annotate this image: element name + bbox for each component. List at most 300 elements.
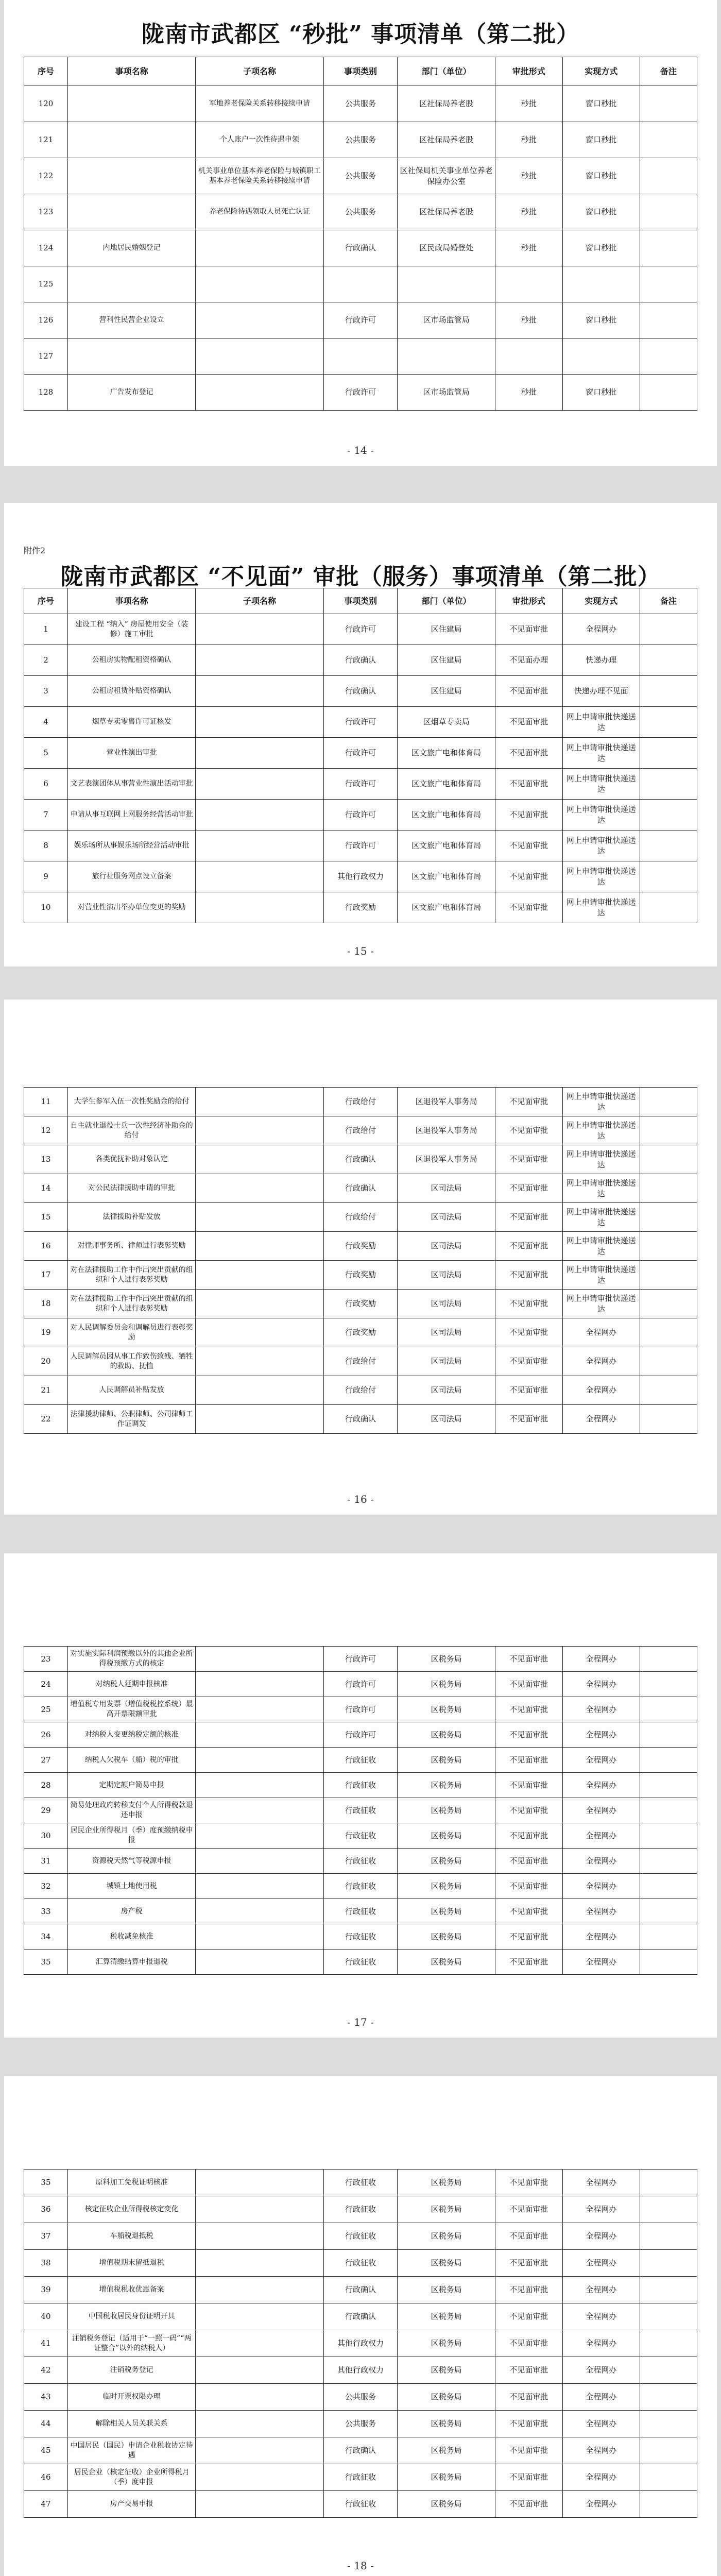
- document-page: [4, 0, 717, 466]
- table-cell: 资源税天然气等税源申报: [67, 1849, 195, 1874]
- table-cell: 区司法局: [398, 1290, 495, 1318]
- table-cell: 区司法局: [398, 1203, 495, 1232]
- page-number: - 17 -: [347, 2016, 374, 2028]
- table-cell: 行政征收: [323, 2491, 398, 2518]
- table-cell: 24: [24, 1672, 68, 1697]
- table-cell: 法律援助补贴发放: [67, 1203, 195, 1232]
- table-cell: 区税务局: [398, 1672, 495, 1697]
- column-header: 子项名称: [196, 57, 323, 86]
- table-cell: 娱乐场所从事娱乐场所经营活动审批: [67, 831, 195, 861]
- page-title: 陇南市武都区 “不见面” 审批（服务）事项清单（第二批）: [60, 564, 661, 590]
- table-cell: [640, 769, 697, 800]
- table-cell: 秒批: [495, 194, 562, 230]
- table-cell: 对律师事务所、律师进行表彰奖励: [67, 1232, 195, 1261]
- table-cell: 注销税务登记（适用于“一照一码”“两证整合”以外的纳税人）: [67, 2330, 195, 2357]
- table-cell: 行政征收: [323, 1874, 398, 1899]
- table-cell: 区文旅广电和体育局: [398, 769, 495, 800]
- table-cell: 不见面审批: [495, 2277, 562, 2303]
- table-cell: [640, 1174, 697, 1203]
- table-row: [24, 1174, 697, 1203]
- table-cell: 46: [24, 2464, 68, 2491]
- table-cell: [640, 2411, 697, 2437]
- table-cell: 不见面审批: [495, 1405, 562, 1434]
- table-cell: 公共服务: [323, 194, 398, 230]
- table-row: [24, 86, 697, 122]
- table-cell: 网上申请审批快递送达: [562, 861, 640, 892]
- table-cell: 区税务局: [398, 1798, 495, 1823]
- table-cell: 全程网办: [562, 1672, 640, 1697]
- table-cell: 内地居民婚姻登记: [67, 230, 195, 266]
- table-cell: 122: [24, 158, 68, 194]
- table-cell: 房产税: [67, 1899, 195, 1924]
- table-cell: [196, 614, 323, 645]
- table-cell: 38: [24, 2250, 68, 2277]
- table-cell: [67, 158, 195, 194]
- table-cell: 7: [24, 800, 68, 831]
- table-cell: 不见面审批: [495, 1318, 562, 1347]
- table-cell: 全程网办: [562, 1849, 640, 1874]
- table-row: [24, 1874, 697, 1899]
- table-cell: 行政许可: [323, 302, 398, 338]
- table-cell: [196, 338, 323, 375]
- document-page: [4, 1553, 717, 2038]
- table-cell: 解除相关人员关联关系: [67, 2411, 195, 2437]
- table-cell: 不见面审批: [495, 2491, 562, 2518]
- table-cell: 区文旅广电和体育局: [398, 861, 495, 892]
- table-cell: 44: [24, 2411, 68, 2437]
- table-cell: 网上申请审批快递送达: [562, 1261, 640, 1290]
- table-cell: [196, 1697, 323, 1722]
- table-cell: 窗口秒批: [562, 302, 640, 338]
- table-cell: [640, 1798, 697, 1823]
- table-cell: 区住建局: [398, 645, 495, 676]
- table-cell: 公共服务: [323, 2384, 398, 2411]
- table-row: [24, 1899, 697, 1924]
- column-header: 事项名称: [67, 588, 195, 614]
- table-cell: [640, 1116, 697, 1145]
- table-cell: 区税务局: [398, 1924, 495, 1950]
- table-cell: 秒批: [495, 302, 562, 338]
- table-cell: 窗口秒批: [562, 194, 640, 230]
- table-row: [24, 2330, 697, 2357]
- table-cell: [640, 2250, 697, 2277]
- table-cell: 公租房实物配租资格确认: [67, 645, 195, 676]
- table-cell: 网上申请审批快递送达: [562, 1088, 640, 1116]
- table-cell: 网上申请审批快递送达: [562, 1290, 640, 1318]
- table-cell: [196, 1874, 323, 1899]
- table-cell: 区司法局: [398, 1318, 495, 1347]
- table-cell: 40: [24, 2303, 68, 2330]
- table-row: [24, 861, 697, 892]
- table-cell: 建设工程 “纳入” 房屋使用安全（装修）施工审批: [67, 614, 195, 645]
- table-cell: 不见面审批: [495, 1823, 562, 1849]
- column-header: 实现方式: [562, 588, 640, 614]
- table-cell: [196, 707, 323, 738]
- table-cell: 区税务局: [398, 2437, 495, 2464]
- table-cell: [640, 2384, 697, 2411]
- table-cell: 14: [24, 1174, 68, 1203]
- table-row: [24, 2196, 697, 2223]
- table-cell: [640, 1347, 697, 1376]
- table: [24, 588, 697, 923]
- table-cell: 全程网办: [562, 1798, 640, 1823]
- table-cell: [67, 266, 195, 302]
- table-cell: 行政许可: [323, 1672, 398, 1697]
- column-header: 审批形式: [495, 57, 562, 86]
- table-cell: 房产交易申报: [67, 2491, 195, 2518]
- table-cell: 行政许可: [323, 375, 398, 411]
- table-cell: [640, 2464, 697, 2491]
- table-cell: [640, 1697, 697, 1722]
- table-row: [24, 1405, 697, 1434]
- table-row: [24, 831, 697, 861]
- table-cell: 对公民法律援助申请的审批: [67, 1174, 195, 1203]
- table-cell: [640, 122, 697, 158]
- table: [24, 1646, 697, 1975]
- table-row: [24, 1672, 697, 1697]
- table-cell: 124: [24, 230, 68, 266]
- table-cell: [196, 230, 323, 266]
- table-cell: [196, 1203, 323, 1232]
- table-cell: 区税务局: [398, 2464, 495, 2491]
- table-cell: 39: [24, 2277, 68, 2303]
- table-row: [24, 2223, 697, 2250]
- table-cell: 对人民调解委员会和调解员进行表彰奖励: [67, 1318, 195, 1347]
- table-cell: 旅行社服务网点设立备案: [67, 861, 195, 892]
- document-page: [4, 2076, 717, 2576]
- table-cell: 人民调解员补贴发放: [67, 1376, 195, 1405]
- table-cell: 网上申请审批快递送达: [562, 1174, 640, 1203]
- table-cell: 全程网办: [562, 1823, 640, 1849]
- table-cell: 不见面审批: [495, 831, 562, 861]
- table-cell: [196, 1405, 323, 1434]
- table-cell: [67, 122, 195, 158]
- table-cell: 行政奖励: [323, 1290, 398, 1318]
- table-cell: 区民政局婚登处: [398, 230, 495, 266]
- table-cell: [640, 2196, 697, 2223]
- table-cell: [640, 1232, 697, 1261]
- table-cell: 对实施实际利润预缴以外的其他企业所得税预缴方式的核定: [67, 1647, 195, 1672]
- table-cell: 不见面审批: [495, 1174, 562, 1203]
- column-header: 序号: [24, 57, 68, 86]
- table-cell: 8: [24, 831, 68, 861]
- table-cell: 行政确认: [323, 645, 398, 676]
- table-cell: 43: [24, 2384, 68, 2411]
- table-cell: [196, 2491, 323, 2518]
- table-cell: 行政奖励: [323, 892, 398, 923]
- table: [24, 57, 697, 411]
- table-cell: 行政给付: [323, 1347, 398, 1376]
- table-cell: 行政许可: [323, 1647, 398, 1672]
- table-cell: 全程网办: [562, 1874, 640, 1899]
- table-cell: 不见面审批: [495, 1376, 562, 1405]
- table-cell: 广告发布登记: [67, 375, 195, 411]
- table-cell: 行政许可: [323, 800, 398, 831]
- table-cell: 31: [24, 1849, 68, 1874]
- table-row: [24, 1088, 697, 1116]
- table-cell: 全程网办: [562, 1347, 640, 1376]
- column-header: 序号: [24, 588, 68, 614]
- table-cell: [196, 2303, 323, 2330]
- table-cell: 区税务局: [398, 2250, 495, 2277]
- table-cell: 全程网办: [562, 1950, 640, 1975]
- table-cell: 不见面审批: [495, 2464, 562, 2491]
- table-cell: 37: [24, 2223, 68, 2250]
- table-row: [24, 2384, 697, 2411]
- table-cell: 区市场监管局: [398, 375, 495, 411]
- table-cell: [196, 2196, 323, 2223]
- table-row: [24, 1347, 697, 1376]
- table-cell: 对在法律援助工作中作出突出贡献的组织和个人进行表彰奖励: [67, 1261, 195, 1290]
- table-row: [24, 1318, 697, 1347]
- table-cell: 其他行政权力: [323, 861, 398, 892]
- table-cell: [196, 800, 323, 831]
- table-cell: 27: [24, 1748, 68, 1773]
- table-cell: 区退役军人事务局: [398, 1088, 495, 1116]
- table-cell: 20: [24, 1347, 68, 1376]
- table-cell: 不见面审批: [495, 2170, 562, 2196]
- table-cell: 军地养老保险关系转移接续申请: [196, 86, 323, 122]
- table-cell: [640, 1874, 697, 1899]
- table-cell: [640, 1950, 697, 1975]
- table-cell: 行政征收: [323, 1950, 398, 1975]
- table-cell: [196, 1647, 323, 1672]
- table-cell: 全程网办: [562, 2491, 640, 2518]
- page-number: - 14 -: [347, 444, 374, 456]
- table-cell: [640, 2223, 697, 2250]
- column-header: 部门（单位）: [398, 588, 495, 614]
- table-cell: 全程网办: [562, 2384, 640, 2411]
- table-cell: 42: [24, 2357, 68, 2384]
- table-cell: [640, 1318, 697, 1347]
- table-cell: 注销税务登记: [67, 2357, 195, 2384]
- table-cell: 区税务局: [398, 1874, 495, 1899]
- table-cell: [640, 892, 697, 923]
- table-cell: 不见面审批: [495, 1116, 562, 1145]
- table-cell: 行政征收: [323, 2170, 398, 2196]
- table-cell: [323, 266, 398, 302]
- table-cell: 区社保局养老股: [398, 194, 495, 230]
- table-cell: 区税务局: [398, 1899, 495, 1924]
- table-cell: 区司法局: [398, 1232, 495, 1261]
- table-cell: 行政征收: [323, 1849, 398, 1874]
- table-cell: [562, 338, 640, 375]
- table-cell: 不见面审批: [495, 2357, 562, 2384]
- table-cell: 快递办理: [562, 645, 640, 676]
- table-cell: [640, 1145, 697, 1174]
- table-cell: [196, 1748, 323, 1773]
- table-cell: 26: [24, 1722, 68, 1748]
- table-cell: [640, 2277, 697, 2303]
- table-cell: 自主就业退役士兵一次性经济补助金的给付: [67, 1116, 195, 1145]
- table-cell: 不见面审批: [495, 2250, 562, 2277]
- table-cell: 128: [24, 375, 68, 411]
- table-cell: 区税务局: [398, 2303, 495, 2330]
- table-cell: 121: [24, 122, 68, 158]
- table-row: [24, 738, 697, 769]
- table-cell: [196, 1116, 323, 1145]
- table-cell: 居民企业（核定征收）企业所得税月（季）度申报: [67, 2464, 195, 2491]
- table-cell: 行政确认: [323, 676, 398, 707]
- page-number: - 15 -: [347, 945, 374, 957]
- table-cell: 不见面审批: [495, 1672, 562, 1697]
- table-row: [24, 2250, 697, 2277]
- table-cell: 全程网办: [562, 1697, 640, 1722]
- table-cell: 41: [24, 2330, 68, 2357]
- table-cell: 对营业性演出举办单位变更的奖励: [67, 892, 195, 923]
- table-row: [24, 1823, 697, 1849]
- table-cell: 纳税人欠税车（船）税的审批: [67, 1748, 195, 1773]
- page-number: - 16 -: [347, 1493, 374, 1505]
- table-cell: [196, 1145, 323, 1174]
- table-cell: 行政确认: [323, 2277, 398, 2303]
- table-cell: [196, 302, 323, 338]
- table-cell: 网上申请审批快递送达: [562, 738, 640, 769]
- table-cell: 秒批: [495, 375, 562, 411]
- table-cell: 区税务局: [398, 2491, 495, 2518]
- table-cell: 区住建局: [398, 614, 495, 645]
- table-cell: 全程网办: [562, 614, 640, 645]
- table-cell: 全程网办: [562, 2250, 640, 2277]
- table-cell: 不见面审批: [495, 1849, 562, 1874]
- table-row: [24, 676, 697, 707]
- column-header: 备注: [640, 57, 697, 86]
- column-header: 事项名称: [67, 57, 195, 86]
- table-cell: 行政奖励: [323, 1261, 398, 1290]
- table-cell: [640, 1748, 697, 1773]
- table-cell: 不见面审批: [495, 1899, 562, 1924]
- table-cell: 中国税收居民身份证明开具: [67, 2303, 195, 2330]
- attachment-label: 附件2: [24, 546, 46, 555]
- table-cell: [196, 1290, 323, 1318]
- table-cell: 10: [24, 892, 68, 923]
- table-cell: [196, 1261, 323, 1290]
- table-cell: [640, 831, 697, 861]
- table-cell: [640, 707, 697, 738]
- table-cell: 18: [24, 1290, 68, 1318]
- table-cell: [196, 1924, 323, 1950]
- table-cell: 全程网办: [562, 1318, 640, 1347]
- table-cell: 对在法律援助工作中作出突出贡献的组织和个人进行表彰奖励: [67, 1290, 195, 1318]
- table-cell: [640, 338, 697, 375]
- table-cell: 行政许可: [323, 831, 398, 861]
- table-cell: [196, 1672, 323, 1697]
- table-cell: 法律援助律师、公职律师、公司律师工作证调发: [67, 1405, 195, 1434]
- table-cell: 公共服务: [323, 122, 398, 158]
- table-cell: [196, 2170, 323, 2196]
- table-cell: 123: [24, 194, 68, 230]
- table-cell: 居民企业所得税月（季）度预缴纳税申报: [67, 1823, 195, 1849]
- table-cell: 增值税期末留抵退税: [67, 2250, 195, 2277]
- table-cell: [640, 676, 697, 707]
- table-cell: 120: [24, 86, 68, 122]
- table-cell: [640, 861, 697, 892]
- table-cell: 全程网办: [562, 1376, 640, 1405]
- table-cell: 窗口秒批: [562, 86, 640, 122]
- table-cell: 不见面审批: [495, 1145, 562, 1174]
- table-row: [24, 892, 697, 923]
- table-cell: 营利性民营企业设立: [67, 302, 195, 338]
- table-cell: 汇算清缴结算申报退税: [67, 1950, 195, 1975]
- table-cell: 行政奖励: [323, 1232, 398, 1261]
- table-cell: [640, 194, 697, 230]
- table-row: [24, 1232, 697, 1261]
- table-cell: [398, 266, 495, 302]
- column-header: 审批形式: [495, 588, 562, 614]
- table-cell: 不见面审批: [495, 2223, 562, 2250]
- table-cell: 35: [24, 1950, 68, 1975]
- table-row: [24, 1116, 697, 1145]
- table-cell: [323, 338, 398, 375]
- table-cell: [640, 1672, 697, 1697]
- table-cell: 47: [24, 2491, 68, 2518]
- table-cell: 增值税税收优惠备案: [67, 2277, 195, 2303]
- table-cell: 区税务局: [398, 1823, 495, 1849]
- table-cell: 行政许可: [323, 738, 398, 769]
- table-cell: [640, 800, 697, 831]
- table-row: [24, 614, 697, 645]
- table-cell: 不见面审批: [495, 738, 562, 769]
- table-cell: 区司法局: [398, 1376, 495, 1405]
- table-cell: 区市场监管局: [398, 302, 495, 338]
- table-cell: 23: [24, 1647, 68, 1672]
- table-cell: [640, 1773, 697, 1798]
- table-cell: 32: [24, 1874, 68, 1899]
- table-cell: 窗口秒批: [562, 230, 640, 266]
- table-cell: [640, 375, 697, 411]
- table-cell: 不见面审批: [495, 2437, 562, 2464]
- table-cell: [196, 2437, 323, 2464]
- table-row: [24, 2464, 697, 2491]
- table-cell: [67, 86, 195, 122]
- table-row: [24, 1748, 697, 1773]
- table-cell: [196, 1722, 323, 1748]
- table-cell: [196, 1823, 323, 1849]
- table-cell: 区税务局: [398, 2196, 495, 2223]
- table-cell: [196, 1773, 323, 1798]
- table-cell: [196, 2250, 323, 2277]
- table-cell: 全程网办: [562, 2277, 640, 2303]
- table: [24, 2169, 697, 2518]
- document-page: [4, 999, 717, 1515]
- table-cell: 区税务局: [398, 1722, 495, 1748]
- table-cell: 大学生参军入伍一次性奖励金的给付: [67, 1088, 195, 1116]
- table-cell: 区税务局: [398, 2384, 495, 2411]
- table-cell: 不见面办理: [495, 645, 562, 676]
- table-cell: 公共服务: [323, 2411, 398, 2437]
- table-cell: 不见面审批: [495, 2330, 562, 2357]
- table-cell: 对纳税人变更纳税定额的核准: [67, 1722, 195, 1748]
- table-cell: [196, 1376, 323, 1405]
- table-cell: 13: [24, 1145, 68, 1174]
- table-cell: [640, 302, 697, 338]
- table-cell: [640, 158, 697, 194]
- table-cell: 区税务局: [398, 2357, 495, 2384]
- table-row: [24, 2491, 697, 2518]
- table-cell: 全程网办: [562, 2437, 640, 2464]
- table-cell: [196, 769, 323, 800]
- table-cell: [562, 266, 640, 302]
- table: [24, 1087, 697, 1434]
- table-cell: 全程网办: [562, 2303, 640, 2330]
- table-cell: 车船税退抵税: [67, 2223, 195, 2250]
- table-cell: 不见面审批: [495, 1261, 562, 1290]
- table-cell: 秒批: [495, 158, 562, 194]
- table-cell: 中国居民（国民）申请企业税收协定待遇: [67, 2437, 195, 2464]
- table-cell: [196, 2464, 323, 2491]
- table-cell: 个人账户一次性待遇申领: [196, 122, 323, 158]
- table-row: [24, 1798, 697, 1823]
